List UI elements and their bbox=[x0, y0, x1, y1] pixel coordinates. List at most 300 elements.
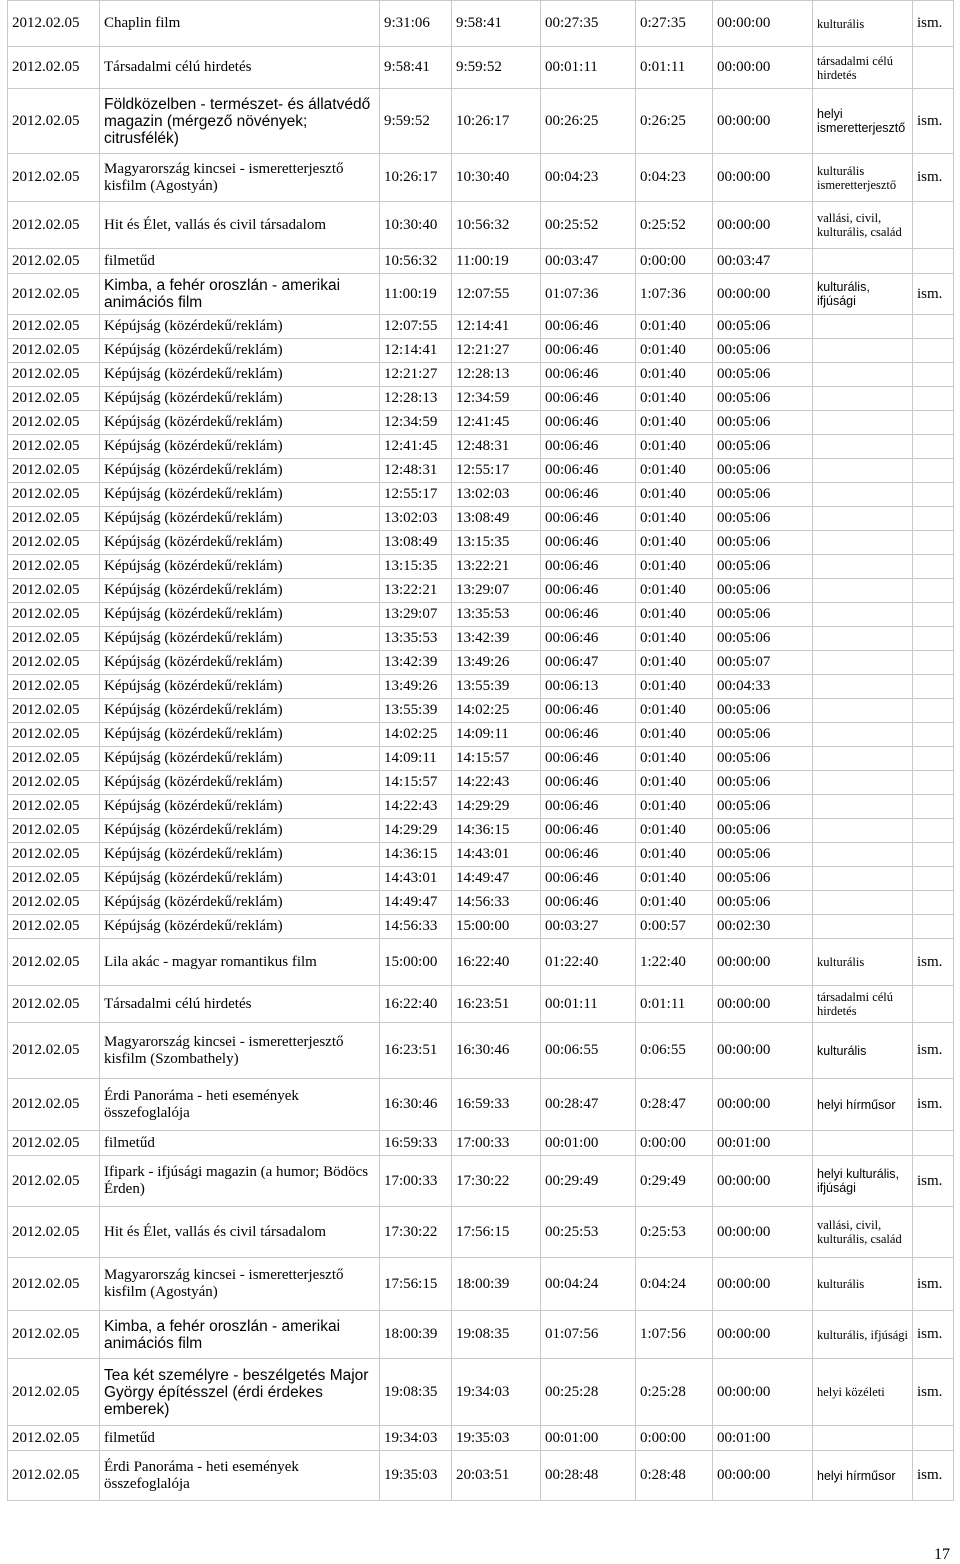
cell-ad-time: 00:05:06 bbox=[713, 459, 813, 483]
cell-title: filmetűd bbox=[100, 1131, 380, 1156]
cell-title: Képújság (közérdekű/reklám) bbox=[100, 747, 380, 771]
cell-repeat bbox=[913, 339, 954, 363]
cell-title: Hit és Élet, vallás és civil társadalom bbox=[100, 202, 380, 249]
cell-end: 14:02:25 bbox=[452, 699, 541, 723]
cell-repeat bbox=[913, 1426, 954, 1451]
table-row bbox=[8, 795, 954, 819]
cell-date: 2012.02.05 bbox=[8, 795, 100, 819]
cell-title: Képújság (közérdekű/reklám) bbox=[100, 315, 380, 339]
cell-duration: 00:04:24 bbox=[541, 1258, 636, 1311]
cell-duration: 00:27:35 bbox=[541, 1, 636, 47]
cell-start: 12:14:41 bbox=[380, 339, 452, 363]
cell-program-time: 0:01:40 bbox=[636, 531, 713, 555]
cell-ad-time: 00:00:00 bbox=[713, 154, 813, 202]
table-row bbox=[8, 723, 954, 747]
cell-start: 13:35:53 bbox=[380, 627, 452, 651]
cell-title: Képújság (közérdekű/reklám) bbox=[100, 891, 380, 915]
cell-program-time: 0:01:40 bbox=[636, 867, 713, 891]
cell-start: 12:28:13 bbox=[380, 387, 452, 411]
cell-title: Képújság (közérdekű/reklám) bbox=[100, 915, 380, 939]
cell-ad-time: 00:05:06 bbox=[713, 627, 813, 651]
cell-date: 2012.02.05 bbox=[8, 1023, 100, 1079]
cell-category bbox=[813, 627, 913, 651]
cell-end: 13:29:07 bbox=[452, 579, 541, 603]
cell-ad-time: 00:05:06 bbox=[713, 867, 813, 891]
table-row bbox=[8, 915, 954, 939]
cell-repeat bbox=[913, 387, 954, 411]
cell-title: Képújság (közérdekű/reklám) bbox=[100, 627, 380, 651]
cell-category: helyi ismeretterjesztő bbox=[813, 89, 913, 154]
cell-end: 19:35:03 bbox=[452, 1426, 541, 1451]
cell-title: Ifipark - ifjúsági magazin (a humor; Bödöcs Érden) bbox=[100, 1156, 380, 1207]
cell-date: 2012.02.05 bbox=[8, 507, 100, 531]
cell-program-time: 0:01:40 bbox=[636, 651, 713, 675]
cell-duration: 00:25:28 bbox=[541, 1359, 636, 1426]
cell-category bbox=[813, 249, 913, 274]
cell-start: 13:55:39 bbox=[380, 699, 452, 723]
cell-program-time: 0:25:53 bbox=[636, 1207, 713, 1258]
table-row bbox=[8, 627, 954, 651]
cell-category bbox=[813, 771, 913, 795]
cell-title: Képújság (közérdekű/reklám) bbox=[100, 411, 380, 435]
cell-date: 2012.02.05 bbox=[8, 1207, 100, 1258]
cell-repeat bbox=[913, 202, 954, 249]
cell-program-time: 0:00:00 bbox=[636, 1426, 713, 1451]
table-row bbox=[8, 1131, 954, 1156]
cell-program-time: 0:01:40 bbox=[636, 675, 713, 699]
cell-title: Képújság (közérdekű/reklám) bbox=[100, 843, 380, 867]
cell-category: kulturális, ifjúsági bbox=[813, 1311, 913, 1359]
cell-ad-time: 00:05:06 bbox=[713, 507, 813, 531]
cell-category bbox=[813, 531, 913, 555]
cell-date: 2012.02.05 bbox=[8, 939, 100, 986]
cell-program-time: 0:28:48 bbox=[636, 1451, 713, 1501]
cell-program-time: 0:04:24 bbox=[636, 1258, 713, 1311]
cell-program-time: 0:01:40 bbox=[636, 603, 713, 627]
cell-category bbox=[813, 651, 913, 675]
cell-repeat: ism. bbox=[913, 89, 954, 154]
cell-duration: 00:06:46 bbox=[541, 747, 636, 771]
cell-date: 2012.02.05 bbox=[8, 915, 100, 939]
cell-end: 13:42:39 bbox=[452, 627, 541, 651]
cell-end: 9:58:41 bbox=[452, 1, 541, 47]
cell-category bbox=[813, 843, 913, 867]
table-row bbox=[8, 202, 954, 249]
table-row bbox=[8, 843, 954, 867]
cell-duration: 00:25:52 bbox=[541, 202, 636, 249]
cell-start: 19:34:03 bbox=[380, 1426, 452, 1451]
cell-end: 14:29:29 bbox=[452, 795, 541, 819]
cell-program-time: 0:01:11 bbox=[636, 47, 713, 89]
cell-end: 14:22:43 bbox=[452, 771, 541, 795]
cell-title: Lila akác - magyar romantikus film bbox=[100, 939, 380, 986]
cell-date: 2012.02.05 bbox=[8, 651, 100, 675]
cell-ad-time: 00:00:00 bbox=[713, 89, 813, 154]
cell-title: Kimba, a fehér oroszlán - amerikai animációs film bbox=[100, 274, 380, 315]
cell-ad-time: 00:05:06 bbox=[713, 483, 813, 507]
table-row bbox=[8, 986, 954, 1023]
cell-date: 2012.02.05 bbox=[8, 411, 100, 435]
cell-category bbox=[813, 915, 913, 939]
cell-ad-time: 00:05:06 bbox=[713, 555, 813, 579]
cell-duration: 00:06:47 bbox=[541, 651, 636, 675]
cell-date: 2012.02.05 bbox=[8, 1426, 100, 1451]
cell-program-time: 0:01:40 bbox=[636, 387, 713, 411]
cell-duration: 01:07:56 bbox=[541, 1311, 636, 1359]
cell-duration: 00:06:46 bbox=[541, 555, 636, 579]
table-row bbox=[8, 507, 954, 531]
cell-duration: 00:01:11 bbox=[541, 47, 636, 89]
cell-repeat: ism. bbox=[913, 1258, 954, 1311]
cell-date: 2012.02.05 bbox=[8, 1156, 100, 1207]
cell-repeat bbox=[913, 579, 954, 603]
cell-program-time: 0:01:40 bbox=[636, 819, 713, 843]
cell-ad-time: 00:04:33 bbox=[713, 675, 813, 699]
table-row bbox=[8, 363, 954, 387]
cell-repeat bbox=[913, 555, 954, 579]
cell-repeat bbox=[913, 675, 954, 699]
cell-date: 2012.02.05 bbox=[8, 1311, 100, 1359]
cell-duration: 01:22:40 bbox=[541, 939, 636, 986]
cell-start: 12:34:59 bbox=[380, 411, 452, 435]
cell-category: helyi hírműsor bbox=[813, 1079, 913, 1131]
cell-program-time: 0:01:40 bbox=[636, 339, 713, 363]
cell-title: Képújság (közérdekű/reklám) bbox=[100, 459, 380, 483]
cell-end: 19:34:03 bbox=[452, 1359, 541, 1426]
cell-program-time: 0:01:40 bbox=[636, 627, 713, 651]
cell-repeat bbox=[913, 699, 954, 723]
cell-end: 16:59:33 bbox=[452, 1079, 541, 1131]
cell-repeat bbox=[913, 459, 954, 483]
cell-ad-time: 00:00:00 bbox=[713, 1207, 813, 1258]
cell-start: 9:31:06 bbox=[380, 1, 452, 47]
cell-title: Képújság (közérdekű/reklám) bbox=[100, 771, 380, 795]
cell-start: 16:30:46 bbox=[380, 1079, 452, 1131]
cell-program-time: 0:01:40 bbox=[636, 555, 713, 579]
cell-ad-time: 00:02:30 bbox=[713, 915, 813, 939]
cell-duration: 00:06:55 bbox=[541, 1023, 636, 1079]
cell-ad-time: 00:00:00 bbox=[713, 1311, 813, 1359]
cell-start: 13:02:03 bbox=[380, 507, 452, 531]
cell-category bbox=[813, 747, 913, 771]
cell-ad-time: 00:05:06 bbox=[713, 315, 813, 339]
cell-program-time: 0:26:25 bbox=[636, 89, 713, 154]
cell-end: 10:30:40 bbox=[452, 154, 541, 202]
cell-program-time: 0:01:40 bbox=[636, 507, 713, 531]
table-row bbox=[8, 1156, 954, 1207]
cell-end: 11:00:19 bbox=[452, 249, 541, 274]
cell-end: 13:22:21 bbox=[452, 555, 541, 579]
cell-category bbox=[813, 315, 913, 339]
table-row bbox=[8, 435, 954, 459]
cell-date: 2012.02.05 bbox=[8, 1131, 100, 1156]
cell-duration: 00:29:49 bbox=[541, 1156, 636, 1207]
cell-end: 13:55:39 bbox=[452, 675, 541, 699]
cell-end: 10:26:17 bbox=[452, 89, 541, 154]
cell-title: Képújság (közérdekű/reklám) bbox=[100, 699, 380, 723]
cell-repeat: ism. bbox=[913, 1, 954, 47]
cell-program-time: 0:01:40 bbox=[636, 483, 713, 507]
cell-program-time: 0:01:40 bbox=[636, 315, 713, 339]
cell-category bbox=[813, 555, 913, 579]
table-row bbox=[8, 154, 954, 202]
cell-end: 12:14:41 bbox=[452, 315, 541, 339]
cell-program-time: 0:01:40 bbox=[636, 747, 713, 771]
table-row bbox=[8, 651, 954, 675]
cell-end: 16:22:40 bbox=[452, 939, 541, 986]
cell-duration: 00:06:46 bbox=[541, 627, 636, 651]
cell-ad-time: 00:05:07 bbox=[713, 651, 813, 675]
cell-repeat bbox=[913, 315, 954, 339]
cell-end: 14:56:33 bbox=[452, 891, 541, 915]
cell-title: Képújság (közérdekű/reklám) bbox=[100, 387, 380, 411]
cell-title: Magyarország kincsei - ismeretterjesztő kisfilm (Agostyán) bbox=[100, 1258, 380, 1311]
cell-program-time: 0:01:11 bbox=[636, 986, 713, 1023]
cell-date: 2012.02.05 bbox=[8, 339, 100, 363]
cell-repeat bbox=[913, 986, 954, 1023]
cell-date: 2012.02.05 bbox=[8, 1451, 100, 1501]
cell-repeat bbox=[913, 1131, 954, 1156]
cell-title: filmetűd bbox=[100, 249, 380, 274]
cell-repeat bbox=[913, 891, 954, 915]
cell-repeat: ism. bbox=[913, 1359, 954, 1426]
cell-repeat bbox=[913, 867, 954, 891]
cell-ad-time: 00:00:00 bbox=[713, 1, 813, 47]
cell-end: 14:43:01 bbox=[452, 843, 541, 867]
cell-start: 10:56:32 bbox=[380, 249, 452, 274]
cell-duration: 00:06:46 bbox=[541, 435, 636, 459]
cell-category bbox=[813, 723, 913, 747]
cell-start: 14:36:15 bbox=[380, 843, 452, 867]
cell-duration: 00:06:46 bbox=[541, 795, 636, 819]
cell-end: 14:09:11 bbox=[452, 723, 541, 747]
cell-repeat: ism. bbox=[913, 1311, 954, 1359]
cell-ad-time: 00:05:06 bbox=[713, 363, 813, 387]
table-row bbox=[8, 579, 954, 603]
cell-start: 14:49:47 bbox=[380, 891, 452, 915]
cell-title: Képújság (közérdekű/reklám) bbox=[100, 507, 380, 531]
cell-start: 14:43:01 bbox=[380, 867, 452, 891]
cell-start: 13:29:07 bbox=[380, 603, 452, 627]
table-row bbox=[8, 699, 954, 723]
cell-start: 12:48:31 bbox=[380, 459, 452, 483]
cell-repeat bbox=[913, 819, 954, 843]
cell-date: 2012.02.05 bbox=[8, 202, 100, 249]
cell-date: 2012.02.05 bbox=[8, 747, 100, 771]
cell-start: 16:59:33 bbox=[380, 1131, 452, 1156]
cell-ad-time: 00:00:00 bbox=[713, 202, 813, 249]
cell-repeat: ism. bbox=[913, 1156, 954, 1207]
cell-repeat bbox=[913, 1207, 954, 1258]
cell-category: helyi közéleti bbox=[813, 1359, 913, 1426]
cell-repeat: ism. bbox=[913, 274, 954, 315]
cell-duration: 00:06:46 bbox=[541, 891, 636, 915]
cell-title: Képújság (közérdekű/reklám) bbox=[100, 435, 380, 459]
cell-program-time: 0:06:55 bbox=[636, 1023, 713, 1079]
cell-category bbox=[813, 603, 913, 627]
cell-end: 13:15:35 bbox=[452, 531, 541, 555]
cell-end: 15:00:00 bbox=[452, 915, 541, 939]
cell-end: 13:35:53 bbox=[452, 603, 541, 627]
cell-start: 11:00:19 bbox=[380, 274, 452, 315]
cell-category: helyi kulturális, ifjúsági bbox=[813, 1156, 913, 1207]
cell-category: kulturális bbox=[813, 1023, 913, 1079]
cell-repeat bbox=[913, 483, 954, 507]
table-row bbox=[8, 1258, 954, 1311]
cell-repeat bbox=[913, 651, 954, 675]
cell-duration: 00:06:46 bbox=[541, 483, 636, 507]
cell-program-time: 1:22:40 bbox=[636, 939, 713, 986]
cell-ad-time: 00:05:06 bbox=[713, 819, 813, 843]
cell-start: 10:26:17 bbox=[380, 154, 452, 202]
cell-end: 10:56:32 bbox=[452, 202, 541, 249]
cell-duration: 00:06:46 bbox=[541, 579, 636, 603]
cell-date: 2012.02.05 bbox=[8, 627, 100, 651]
table-row bbox=[8, 939, 954, 986]
schedule-rows bbox=[8, 1, 954, 1501]
table-row bbox=[8, 891, 954, 915]
cell-date: 2012.02.05 bbox=[8, 249, 100, 274]
cell-end: 17:56:15 bbox=[452, 1207, 541, 1258]
cell-category bbox=[813, 459, 913, 483]
cell-end: 12:41:45 bbox=[452, 411, 541, 435]
cell-date: 2012.02.05 bbox=[8, 1, 100, 47]
cell-ad-time: 00:00:00 bbox=[713, 1079, 813, 1131]
cell-category: kulturális bbox=[813, 1258, 913, 1311]
cell-duration: 00:28:48 bbox=[541, 1451, 636, 1501]
cell-start: 14:22:43 bbox=[380, 795, 452, 819]
cell-date: 2012.02.05 bbox=[8, 89, 100, 154]
cell-category bbox=[813, 795, 913, 819]
cell-start: 9:59:52 bbox=[380, 89, 452, 154]
cell-repeat bbox=[913, 747, 954, 771]
cell-start: 12:07:55 bbox=[380, 315, 452, 339]
cell-program-time: 0:00:00 bbox=[636, 1131, 713, 1156]
cell-start: 10:30:40 bbox=[380, 202, 452, 249]
cell-title: Magyarország kincsei - ismeretterjesztő kisfilm (Agostyán) bbox=[100, 154, 380, 202]
cell-ad-time: 00:00:00 bbox=[713, 939, 813, 986]
cell-program-time: 0:01:40 bbox=[636, 891, 713, 915]
cell-repeat: ism. bbox=[913, 1023, 954, 1079]
cell-duration: 00:25:53 bbox=[541, 1207, 636, 1258]
cell-category bbox=[813, 891, 913, 915]
cell-date: 2012.02.05 bbox=[8, 603, 100, 627]
cell-title: Hit és Élet, vallás és civil társadalom bbox=[100, 1207, 380, 1258]
cell-program-time: 0:01:40 bbox=[636, 435, 713, 459]
cell-end: 12:28:13 bbox=[452, 363, 541, 387]
cell-end: 9:59:52 bbox=[452, 47, 541, 89]
cell-ad-time: 00:05:06 bbox=[713, 579, 813, 603]
cell-start: 15:00:00 bbox=[380, 939, 452, 986]
cell-date: 2012.02.05 bbox=[8, 274, 100, 315]
table-row bbox=[8, 747, 954, 771]
cell-category bbox=[813, 819, 913, 843]
cell-date: 2012.02.05 bbox=[8, 1359, 100, 1426]
cell-start: 16:23:51 bbox=[380, 1023, 452, 1079]
table-row bbox=[8, 387, 954, 411]
page-number: 17 bbox=[934, 1546, 950, 1563]
cell-program-time: 0:00:57 bbox=[636, 915, 713, 939]
cell-end: 12:34:59 bbox=[452, 387, 541, 411]
cell-ad-time: 00:00:00 bbox=[713, 1156, 813, 1207]
cell-duration: 00:06:46 bbox=[541, 867, 636, 891]
cell-category bbox=[813, 363, 913, 387]
cell-date: 2012.02.05 bbox=[8, 435, 100, 459]
cell-repeat: ism. bbox=[913, 154, 954, 202]
table-row bbox=[8, 867, 954, 891]
cell-title: Képújság (közérdekű/reklám) bbox=[100, 531, 380, 555]
table-row bbox=[8, 274, 954, 315]
cell-repeat bbox=[913, 507, 954, 531]
cell-duration: 00:06:46 bbox=[541, 459, 636, 483]
cell-date: 2012.02.05 bbox=[8, 819, 100, 843]
cell-start: 12:21:27 bbox=[380, 363, 452, 387]
cell-date: 2012.02.05 bbox=[8, 531, 100, 555]
cell-title: Képújság (közérdekű/reklám) bbox=[100, 723, 380, 747]
cell-start: 17:00:33 bbox=[380, 1156, 452, 1207]
cell-program-time: 0:25:28 bbox=[636, 1359, 713, 1426]
table-row bbox=[8, 459, 954, 483]
cell-duration: 00:06:46 bbox=[541, 387, 636, 411]
table-row bbox=[8, 483, 954, 507]
cell-ad-time: 00:00:00 bbox=[713, 986, 813, 1023]
cell-ad-time: 00:05:06 bbox=[713, 339, 813, 363]
cell-repeat bbox=[913, 411, 954, 435]
cell-ad-time: 00:05:06 bbox=[713, 603, 813, 627]
table-row bbox=[8, 47, 954, 89]
cell-ad-time: 00:05:06 bbox=[713, 843, 813, 867]
cell-ad-time: 00:05:06 bbox=[713, 723, 813, 747]
table-row bbox=[8, 411, 954, 435]
cell-end: 18:00:39 bbox=[452, 1258, 541, 1311]
cell-date: 2012.02.05 bbox=[8, 675, 100, 699]
cell-start: 14:15:57 bbox=[380, 771, 452, 795]
cell-repeat bbox=[913, 531, 954, 555]
cell-program-time: 0:01:40 bbox=[636, 771, 713, 795]
cell-date: 2012.02.05 bbox=[8, 579, 100, 603]
cell-ad-time: 00:05:06 bbox=[713, 891, 813, 915]
cell-start: 18:00:39 bbox=[380, 1311, 452, 1359]
cell-category bbox=[813, 387, 913, 411]
table-row bbox=[8, 1023, 954, 1079]
cell-duration: 00:06:46 bbox=[541, 507, 636, 531]
table-row bbox=[8, 603, 954, 627]
cell-program-time: 0:27:35 bbox=[636, 1, 713, 47]
table-row bbox=[8, 555, 954, 579]
cell-ad-time: 00:00:00 bbox=[713, 47, 813, 89]
cell-start: 14:02:25 bbox=[380, 723, 452, 747]
cell-end: 14:36:15 bbox=[452, 819, 541, 843]
cell-program-time: 0:01:40 bbox=[636, 843, 713, 867]
cell-category bbox=[813, 411, 913, 435]
cell-title: Érdi Panoráma - heti események összefoglalója bbox=[100, 1451, 380, 1501]
cell-ad-time: 00:03:47 bbox=[713, 249, 813, 274]
cell-duration: 00:06:46 bbox=[541, 315, 636, 339]
cell-start: 16:22:40 bbox=[380, 986, 452, 1023]
cell-repeat bbox=[913, 603, 954, 627]
cell-category bbox=[813, 435, 913, 459]
cell-end: 12:21:27 bbox=[452, 339, 541, 363]
cell-duration: 01:07:36 bbox=[541, 274, 636, 315]
cell-ad-time: 00:00:00 bbox=[713, 1359, 813, 1426]
cell-category bbox=[813, 699, 913, 723]
cell-duration: 00:06:46 bbox=[541, 699, 636, 723]
cell-program-time: 0:29:49 bbox=[636, 1156, 713, 1207]
cell-ad-time: 00:05:06 bbox=[713, 747, 813, 771]
cell-program-time: 0:01:40 bbox=[636, 723, 713, 747]
cell-category bbox=[813, 507, 913, 531]
table-row bbox=[8, 1359, 954, 1426]
